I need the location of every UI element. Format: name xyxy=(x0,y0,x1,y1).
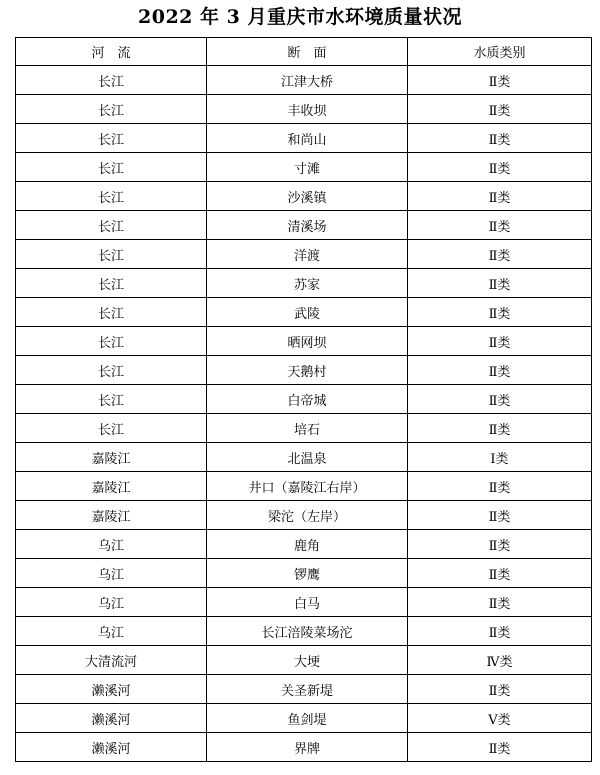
header-river: 河 流 xyxy=(16,38,207,66)
table-row xyxy=(16,443,592,472)
cell-river: 长江 xyxy=(16,66,207,95)
cell-water-class: Ⅰ类 xyxy=(408,443,592,472)
table-row xyxy=(16,414,592,443)
cell-section: 鹿角 xyxy=(207,530,408,559)
cell-section: 井口（嘉陵江右岸） xyxy=(207,472,408,501)
table-row xyxy=(16,240,592,269)
header-water-class: 水质类别 xyxy=(408,38,592,66)
cell-river: 大清流河 xyxy=(16,646,207,675)
cell-water-class: Ⅱ类 xyxy=(408,124,592,153)
cell-section: 关圣新堤 xyxy=(207,675,408,704)
cell-water-class: Ⅳ类 xyxy=(408,646,592,675)
cell-section: 鱼剑堤 xyxy=(207,704,408,733)
cell-water-class: Ⅱ类 xyxy=(408,298,592,327)
cell-water-class: Ⅱ类 xyxy=(408,472,592,501)
table-row xyxy=(16,704,592,733)
cell-section: 白帝城 xyxy=(207,385,408,414)
cell-water-class: Ⅱ类 xyxy=(408,240,592,269)
cell-river: 长江 xyxy=(16,182,207,211)
cell-water-class: Ⅱ类 xyxy=(408,675,592,704)
cell-section: 大埂 xyxy=(207,646,408,675)
cell-river: 长江 xyxy=(16,211,207,240)
table-row xyxy=(16,675,592,704)
cell-water-class: Ⅱ类 xyxy=(408,385,592,414)
table-row xyxy=(16,95,592,124)
table-row xyxy=(16,269,592,298)
table-row xyxy=(16,559,592,588)
cell-water-class: Ⅱ类 xyxy=(408,269,592,298)
cell-river: 长江 xyxy=(16,356,207,385)
table-row xyxy=(16,617,592,646)
cell-water-class: Ⅱ类 xyxy=(408,182,592,211)
cell-river: 长江 xyxy=(16,124,207,153)
cell-water-class: Ⅱ类 xyxy=(408,588,592,617)
cell-section: 清溪场 xyxy=(207,211,408,240)
cell-water-class: Ⅱ类 xyxy=(408,559,592,588)
table-row xyxy=(16,530,592,559)
cell-river: 嘉陵江 xyxy=(16,501,207,530)
cell-river: 长江 xyxy=(16,240,207,269)
cell-water-class: Ⅱ类 xyxy=(408,153,592,182)
cell-section: 培石 xyxy=(207,414,408,443)
cell-section: 苏家 xyxy=(207,269,408,298)
cell-water-class: Ⅴ类 xyxy=(408,704,592,733)
cell-section: 江津大桥 xyxy=(207,66,408,95)
table-row xyxy=(16,733,592,762)
cell-river: 长江 xyxy=(16,153,207,182)
cell-section: 寸滩 xyxy=(207,153,408,182)
cell-river: 嘉陵江 xyxy=(16,443,207,472)
cell-water-class: Ⅱ类 xyxy=(408,95,592,124)
table-row xyxy=(16,646,592,675)
cell-river: 长江 xyxy=(16,385,207,414)
cell-river: 乌江 xyxy=(16,530,207,559)
cell-water-class: Ⅱ类 xyxy=(408,501,592,530)
table-row xyxy=(16,501,592,530)
table-row xyxy=(16,385,592,414)
cell-section: 和尚山 xyxy=(207,124,408,153)
cell-river: 濑溪河 xyxy=(16,704,207,733)
cell-water-class: Ⅱ类 xyxy=(408,414,592,443)
table-body xyxy=(16,66,592,762)
cell-water-class: Ⅱ类 xyxy=(408,617,592,646)
table-row xyxy=(16,153,592,182)
table-row xyxy=(16,356,592,385)
cell-section: 丰收坝 xyxy=(207,95,408,124)
cell-river: 长江 xyxy=(16,327,207,356)
cell-water-class: Ⅱ类 xyxy=(408,211,592,240)
cell-section: 梁沱（左岸） xyxy=(207,501,408,530)
cell-water-class: Ⅱ类 xyxy=(408,66,592,95)
cell-section: 锣鹰 xyxy=(207,559,408,588)
cell-river: 长江 xyxy=(16,269,207,298)
header-section: 断 面 xyxy=(207,38,408,66)
water-quality-table xyxy=(15,37,592,762)
cell-section: 晒网坝 xyxy=(207,327,408,356)
cell-section: 沙溪镇 xyxy=(207,182,408,211)
table-row xyxy=(16,211,592,240)
cell-river: 长江 xyxy=(16,95,207,124)
cell-section: 界牌 xyxy=(207,733,408,762)
cell-river: 嘉陵江 xyxy=(16,472,207,501)
cell-section: 北温泉 xyxy=(207,443,408,472)
cell-water-class: Ⅱ类 xyxy=(408,530,592,559)
header-row xyxy=(16,38,592,66)
cell-section: 洋渡 xyxy=(207,240,408,269)
cell-river: 长江 xyxy=(16,414,207,443)
table-row xyxy=(16,124,592,153)
table-row xyxy=(16,66,592,95)
table-row xyxy=(16,298,592,327)
table-row xyxy=(16,327,592,356)
cell-section: 天鹅村 xyxy=(207,356,408,385)
cell-water-class: Ⅱ类 xyxy=(408,356,592,385)
cell-section: 长江涪陵菜场沱 xyxy=(207,617,408,646)
cell-river: 濑溪河 xyxy=(16,733,207,762)
page-title: 2022 年 3 月重庆市水环境质量状况 xyxy=(138,6,462,28)
cell-river: 濑溪河 xyxy=(16,675,207,704)
table-row xyxy=(16,182,592,211)
cell-water-class: Ⅱ类 xyxy=(408,327,592,356)
table-header xyxy=(16,38,592,66)
table-row xyxy=(16,588,592,617)
cell-river: 乌江 xyxy=(16,617,207,646)
cell-section: 白马 xyxy=(207,588,408,617)
cell-river: 长江 xyxy=(16,298,207,327)
cell-river: 乌江 xyxy=(16,588,207,617)
cell-section: 武陵 xyxy=(207,298,408,327)
cell-water-class: Ⅱ类 xyxy=(408,733,592,762)
cell-river: 乌江 xyxy=(16,559,207,588)
table-row xyxy=(16,472,592,501)
